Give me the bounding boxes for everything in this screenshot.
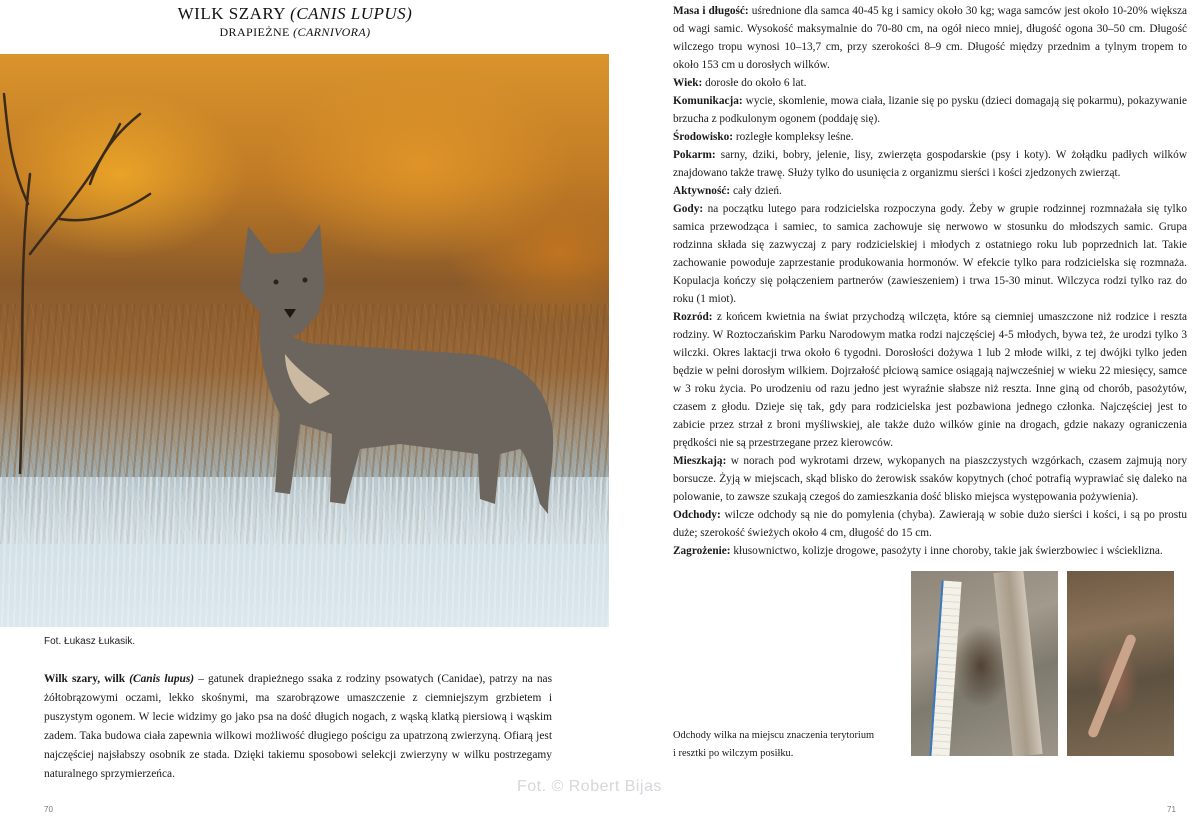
page-title (0, 4, 590, 24)
fact-text: cały dzień. (730, 185, 782, 197)
fact-label: Mieszkają: (673, 455, 727, 467)
wooden-post (993, 571, 1042, 756)
caption-line-2: i resztki po wilczym posiłku. (673, 748, 794, 759)
fact-label: Wiek: (673, 77, 703, 89)
intro-latin-name: (Canis lupus) (129, 673, 195, 685)
fact-droppings (673, 506, 1187, 542)
fact-text: kłusownictwo, kolizje drogowe, pasożyty i inne choroby, takie jak świerzbowiec i wścieklizna. (730, 545, 1163, 557)
title-common-name: WILK SZARY (177, 4, 291, 23)
fact-text: dorosłe do około 6 lat. (702, 77, 807, 89)
droppings-photo (911, 571, 1058, 756)
fact-communication (673, 92, 1187, 128)
fact-mass-length (673, 2, 1187, 74)
fact-age (673, 74, 1187, 92)
fact-text: rozległe kompleksy leśne. (733, 131, 854, 143)
fact-text: z końcem kwietnia na świat przychodzą wilczęta, które są ciemniej umaszczone niż rodzice i reszta rodziny. W Roztoczańskim Parku Narodowym matka rodzi najczęściej 4-5 młodych, bywa też, że urodzi tylko 3 wilczki. Okres laktacji trwa około 6 tygodni. Dorosłości dożywa 1 lub 2 młode wilki, z tej dwójki tylko jeden będzie w pełni dorosłym wilkiem. Dojrzałość płciową samice osiągają najwcześniej w wieku 22 miesięcy, samce w 3 roku życia. Po urodzeniu od razu jedno jest wyraźnie słabsze niż reszta. Inne giną od chorób, pasożytów, czasem z głodu. Dzieje się tak, gdy para rodzicielska jest pozbawiona jednego członka. Najczęściej jest to zabicie przez strzał z broni myśliwskiej, ale także dużo wilków ginie na drogach, gdzie nakazy ograniczenia prędkości nie są przestrzegane przez kierowców. (673, 311, 1187, 449)
remains-photo (1067, 571, 1174, 756)
intro-text: – gatunek drapieżnego ssaka z rodziny psowatych (Canidae), patrzy na nas żółtobrązowymi oczami, lekko skośnymi, ma szarobrązowe umaszczenie z ciemniejszym grzbietem i puszystym ogonem. W lecie widzimy go jako psa na dość długich nogach, z wąską klatką piersiową i wąskim zadem. Taka budowa ciała zapewnia wilkowi możliwość długiego pościgu za upatrzoną zwierzyną. Ofiarą jest najczęściej najsłabszy osobnik ze stada. Dzięki takiemu sposobowi selekcji zwierzyny w wilku postrzegamy naturalnego sprzymierzeńca. (44, 673, 553, 780)
fact-threats (673, 542, 1187, 560)
fact-text: uśrednione dla samca 40-45 kg i samicy około 30 kg; waga samców jest około 10-20% większa od wagi samic. Wysokość maksymalnie do 70-80 cm, na ogół nieco mniej, długość ogona 30–50 cm. Długość wilczego tropu wynosi 10–13,7 cm, przy szerokości 8–9 cm. Długość między przednim a tylnym tropem to około 153 cm u dorosłych wilków. (673, 5, 1187, 71)
fact-label: Pokarm: (673, 149, 716, 161)
fact-label: Środowisko: (673, 131, 734, 143)
intro-name: Wilk szary, wilk (44, 673, 130, 685)
title-latin-name: (CANIS LUPUS) (290, 4, 413, 23)
measuring-tape (928, 581, 961, 756)
intro-paragraph (44, 670, 552, 784)
fact-label: Rozród: (673, 311, 713, 323)
page-number-left: 70 (44, 805, 53, 814)
fact-text: sarny, dziki, bobry, jelenie, lisy, zwierzęta gospodarskie (psy i koty). W żołądku padłych wilków znajdowano także trawę. Służy tylko do usunięcia z organizmu sierści i kości zjedzonych zwierząt. (673, 149, 1187, 179)
watermark: Fot. © Robert Bijas (517, 778, 662, 795)
fact-label: Aktywność: (673, 185, 731, 197)
caption-line-1: Odchody wilka na miejscu znaczenia terytorium (673, 730, 875, 741)
right-page (610, 0, 1200, 816)
fact-activity (673, 182, 1187, 200)
fact-text: wilcze odchody są nie do pomylenia (chyba). Zawierają w sobie dużo sierści i kości, i są po prostu duże; szerokość świeżych około 4 cm, długość do 15 cm. (673, 509, 1187, 539)
subtitle-latin-name: (CARNIVORA) (293, 25, 371, 39)
fact-text: w norach pod wykrotami drzew, wykopanych na piaszczystych wzgórkach, czasem zajmują nory borsucze. Żyją w miejscach, skąd blisko do żerowisk ssaków kopytnych (choć potrafią wyprawiać się daleko na polowanie, to zawsze szukają czegoś do zamieszkania dość blisko miejsca występowania pożywienia). (673, 455, 1187, 503)
fact-label: Zagrożenie: (673, 545, 731, 557)
fact-label: Odchody: (673, 509, 721, 521)
fact-habitat (673, 128, 1187, 146)
subtitle-order-name: DRAPIEŻNE (219, 25, 294, 39)
page-subtitle (0, 25, 590, 40)
fact-label: Masa i długość: (673, 5, 749, 17)
photo-credit: Fot. Łukasz Łukasik. (44, 636, 136, 647)
fact-food (673, 146, 1187, 182)
fact-text: wycie, skomlenie, mowa ciała, lizanie się po pysku (dzieci domagają się pokarmu), pokazywanie brzucha z podkulonym ogonem (poddaję się). (673, 95, 1187, 125)
fact-label: Gody: (673, 203, 704, 215)
fact-mating (673, 200, 1187, 308)
fact-label: Komunikacja: (673, 95, 743, 107)
page-number-right: 71 (1167, 805, 1176, 814)
fact-text: na początku lutego para rodzicielska rozpoczyna gody. Żeby w grupie rodzinnej rozmnażała się tylko samica przewodząca i samiec, to samica zachowuje się nerwowo w stosunku do młodszych samic. Grupa rodzinna składa się zazwyczaj z pary rodzicielskiej i młodych z ostatniego roku lub poprzednich lat. Takie zachowanie powoduje zaprzestanie produkowania hormonów. W efekcie tylko para rodzicielska się rozmnaża. Kopulacja kończy się połączeniem partnerów (zawieszeniem) i trwa 15-30 minut. Wilczyca rodzi tylko raz do roku (1 miot). (673, 203, 1187, 305)
wolf-photo (0, 54, 609, 627)
fact-dwelling (673, 452, 1187, 506)
wolf-figure (0, 54, 609, 627)
photo-caption (673, 727, 893, 763)
fact-reproduction (673, 308, 1187, 452)
facts-list (673, 2, 1187, 560)
bone-remains (1087, 633, 1137, 739)
